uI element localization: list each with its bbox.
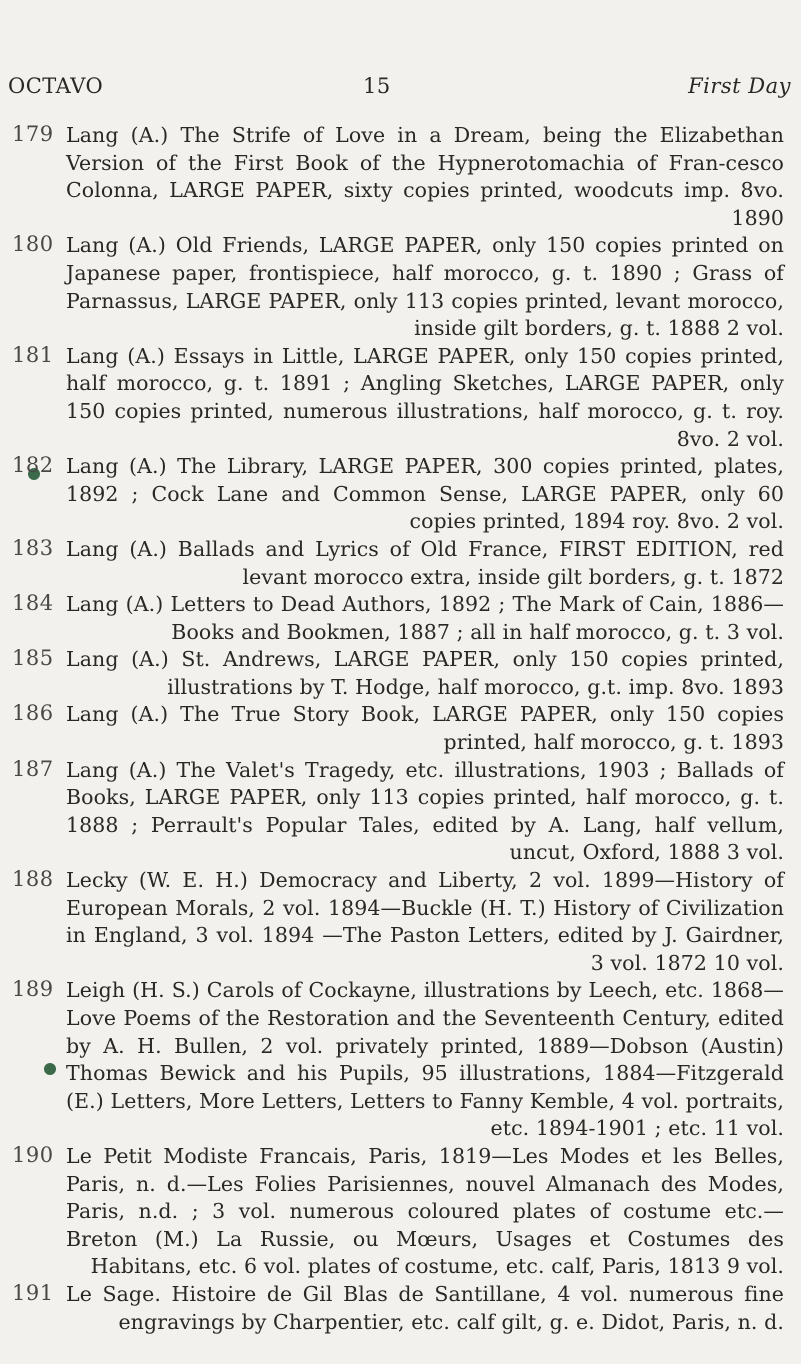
lot-number: 187 [12,756,54,781]
lot-description: Lang (A.) Essays in Little, LARGE PAPER, only 150 copies printed, half morocco, g. t. 1891 ; Angling Sketches, LARGE PAPER, only 150 copies printed, numerous illustrations, half morocco, g. t. roy. 8vo. 2 vol. [66,343,784,451]
lot-description: Lang (A.) Letters to Dead Authors, 1892 ; The Mark of Cain, 1886—Books and Bookmen, 1887 ; all in half morocco, g. t. 3 vol. [66,592,784,644]
lot-description: Le Sage. Histoire de Gil Blas de Santillane, 4 vol. numerous fine engravings by Charpentier, etc. calf gilt, g. e. Didot, Paris, n. d. [66,1281,784,1334]
lot-number: 183 [12,535,54,560]
lot-description: Leigh (H. S.) Carols of Cockayne, illustrations by Leech, etc. 1868—Love Poems of the Restoration and the Seventeenth Century, edited by A. H. Bullen, 2 vol. privately printed, 1889—Dobson (Austin) Thomas Bewick and his Pupils, 95 illustrations, 1884—Fitzgerald (E.) Letters, More Letters, Letters to Fanny Kemble, 4 vol. portraits, etc. 1894-1901 ; etc. 11 vol. [66,978,784,1141]
lot-number: 191 [12,1280,54,1305]
lot-entry [0,757,801,867]
lot-entry [0,701,801,756]
lot-description: Lang (A.) Old Friends, LARGE PAPER, only 150 copies printed on Japanese paper, frontispiece, half morocco, g. t. 1890 ; Grass of Parnassus, LARGE PAPER, only 113 copies printed, levant morocco, inside gilt borders, g. t. 1888 2 vol. [66,233,784,341]
lot-description: Lang (A.) The Strife of Love in a Dream, being the Elizabethan Version of the First Book of the Hypnerotomachia of Fran-cesco Colonna, LARGE PAPER, sixty copies printed, woodcuts imp. 8vo. 1890 [66,123,784,230]
lot-description: Le Petit Modiste Francais, Paris, 1819—Les Modes et les Belles, Paris, n. d.—Les Folies Parisiennes, nouvel Almanach des Modes, Paris, n.d. ; 3 vol. numerous coloured plates of costume etc.—Breton (M.) La Russie, ou Mœurs, Usages et Costumes des Habitans, etc. 6 vol. plates of costume, etc. calf, Paris, 1813 9 vol. [66,1143,784,1279]
lot-entry [0,1143,801,1281]
lot-number: 180 [12,232,54,257]
lot-description: Lang (A.) St. Andrews, LARGE PAPER, only 150 copies printed, illustrations by T. Hodge, half morocco, g.t. imp. 8vo. 1893 [66,647,784,699]
lot-description: Lang (A.) Ballads and Lyrics of Old France, FIRST EDITION, red levant morocco extra, inside gilt borders, g. t. 1872 [66,536,784,589]
lot-entry [0,536,801,591]
lot-list [0,122,801,1336]
lot-number: 185 [12,646,54,671]
lot-number: 181 [12,342,54,367]
lot-number: 188 [12,867,54,892]
lot-entry [0,343,801,453]
lot-description: Lang (A.) The Library, LARGE PAPER, 300 copies printed, plates, 1892 ; Cock Lane and Common Sense, LARGE PAPER, only 60 copies printed, 1894 roy. 8vo. 2 vol. [66,454,784,534]
lot-entry [0,591,801,646]
lot-number: 186 [12,701,54,726]
page-number: 15 [363,74,391,98]
lot-entry [0,453,801,536]
header-section-label: OCTAVO [8,74,104,98]
lot-number: 179 [12,122,54,146]
lot-entry [0,232,801,342]
lot-description: Lang (A.) The True Story Book, LARGE PAPER, only 150 copies printed, half morocco, g. t. 1893 [66,702,784,755]
lot-entry [0,122,801,232]
lot-number: 184 [12,591,54,616]
lot-entry [0,1281,801,1336]
header-day-label: First Day [688,74,791,98]
lot-entry [0,646,801,701]
lot-description: Lecky (W. E. H.) Democracy and Liberty, 2 vol. 1899—History of European Morals, 2 vol. 1894—Buckle (H. T.) History of Civilization in England, 3 vol. 1894 —The Paston Letters, edited by J. Gairdner, 3 vol. 1872 10 vol. [66,868,784,975]
lot-description: Lang (A.) The Valet's Tragedy, etc. illustrations, 1903 ; Ballads of Books, LARGE PAPER, only 113 copies printed, half morocco, g. t. 1888 ; Perrault's Popular Tales, edited by A. Lang, half vellum, uncut, Oxford, 1888 3 vol. [66,757,784,865]
lot-entry [0,977,801,1143]
lot-number: 189 [12,977,54,1002]
lot-number: 182 [12,453,54,478]
lot-number: 190 [12,1142,54,1167]
lot-entry [0,867,801,977]
page-header [8,74,791,114]
